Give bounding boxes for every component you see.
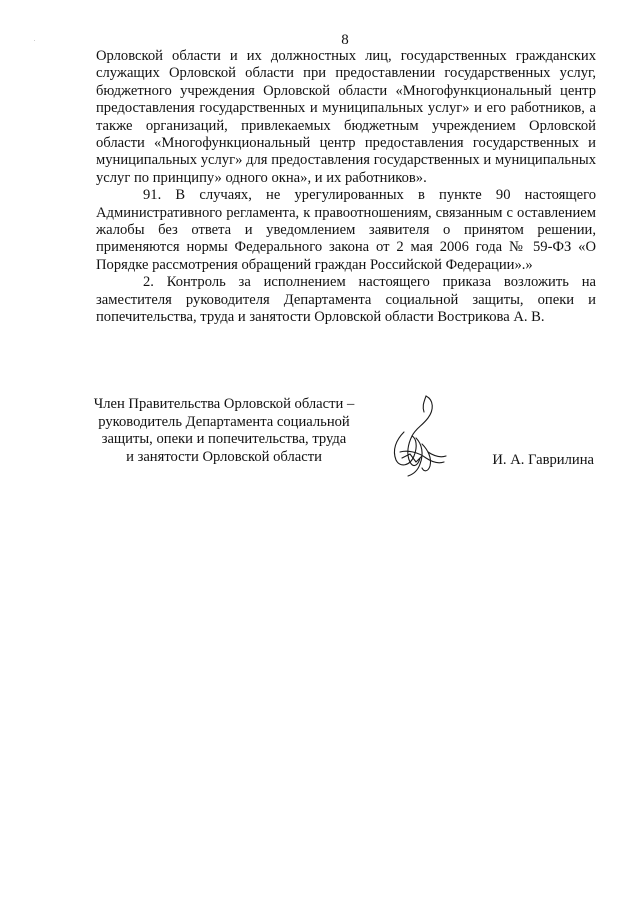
handwritten-signature bbox=[382, 392, 452, 480]
page-number: 8 bbox=[341, 32, 349, 48]
signature-title-line: и занятости Орловской области bbox=[126, 448, 322, 465]
paragraph-item-2-control: 2. Контроль за исполнением настоящего приказа возложить на заместителя руководителя Департамента социальной защиты, опеки и попечительства, труда и занятости Орловской области Вострикова А. В. bbox=[96, 274, 596, 326]
signatory-name: И. А. Гаврилина bbox=[492, 452, 594, 468]
signature-title-line: Член Правительства Орловской области – bbox=[93, 396, 355, 412]
signature-title-line: защиты, опеки и попечительства, труда bbox=[101, 431, 347, 448]
signature-title-block bbox=[74, 396, 374, 466]
paragraph-continuation: Орловской области и их должностных лиц, государственных гражданских служащих Орловской области при предоставлении государственных услуг, бюджетного учреждения Орловской области «Многофункциональный центр предоставления государственных и муниципальных услуг» и его работников, а также организаций, привлекаемых бюджетным учреждением Орловской области «Многофункциональный центр предоставления государственных и муниципальных услуг» для предоставления государственных и муниципальных услуг по принципу» одного окна», и их работников». bbox=[96, 48, 596, 186]
signature-title-line: руководитель Департамента социальной bbox=[98, 413, 350, 430]
body-text bbox=[96, 48, 596, 327]
paragraph-item-91: 91. В случаях, не урегулированных в пункте 90 настоящего Административного регламента, к правоотношениям, связанным с оставлением жалобы без ответа и уведомлением заявителя о принятом решении, применяются нормы Федерального закона от 2 мая 2006 года № 59-ФЗ «О Порядке рассмотрения обращений граждан Российской Федерации».» bbox=[96, 187, 596, 273]
